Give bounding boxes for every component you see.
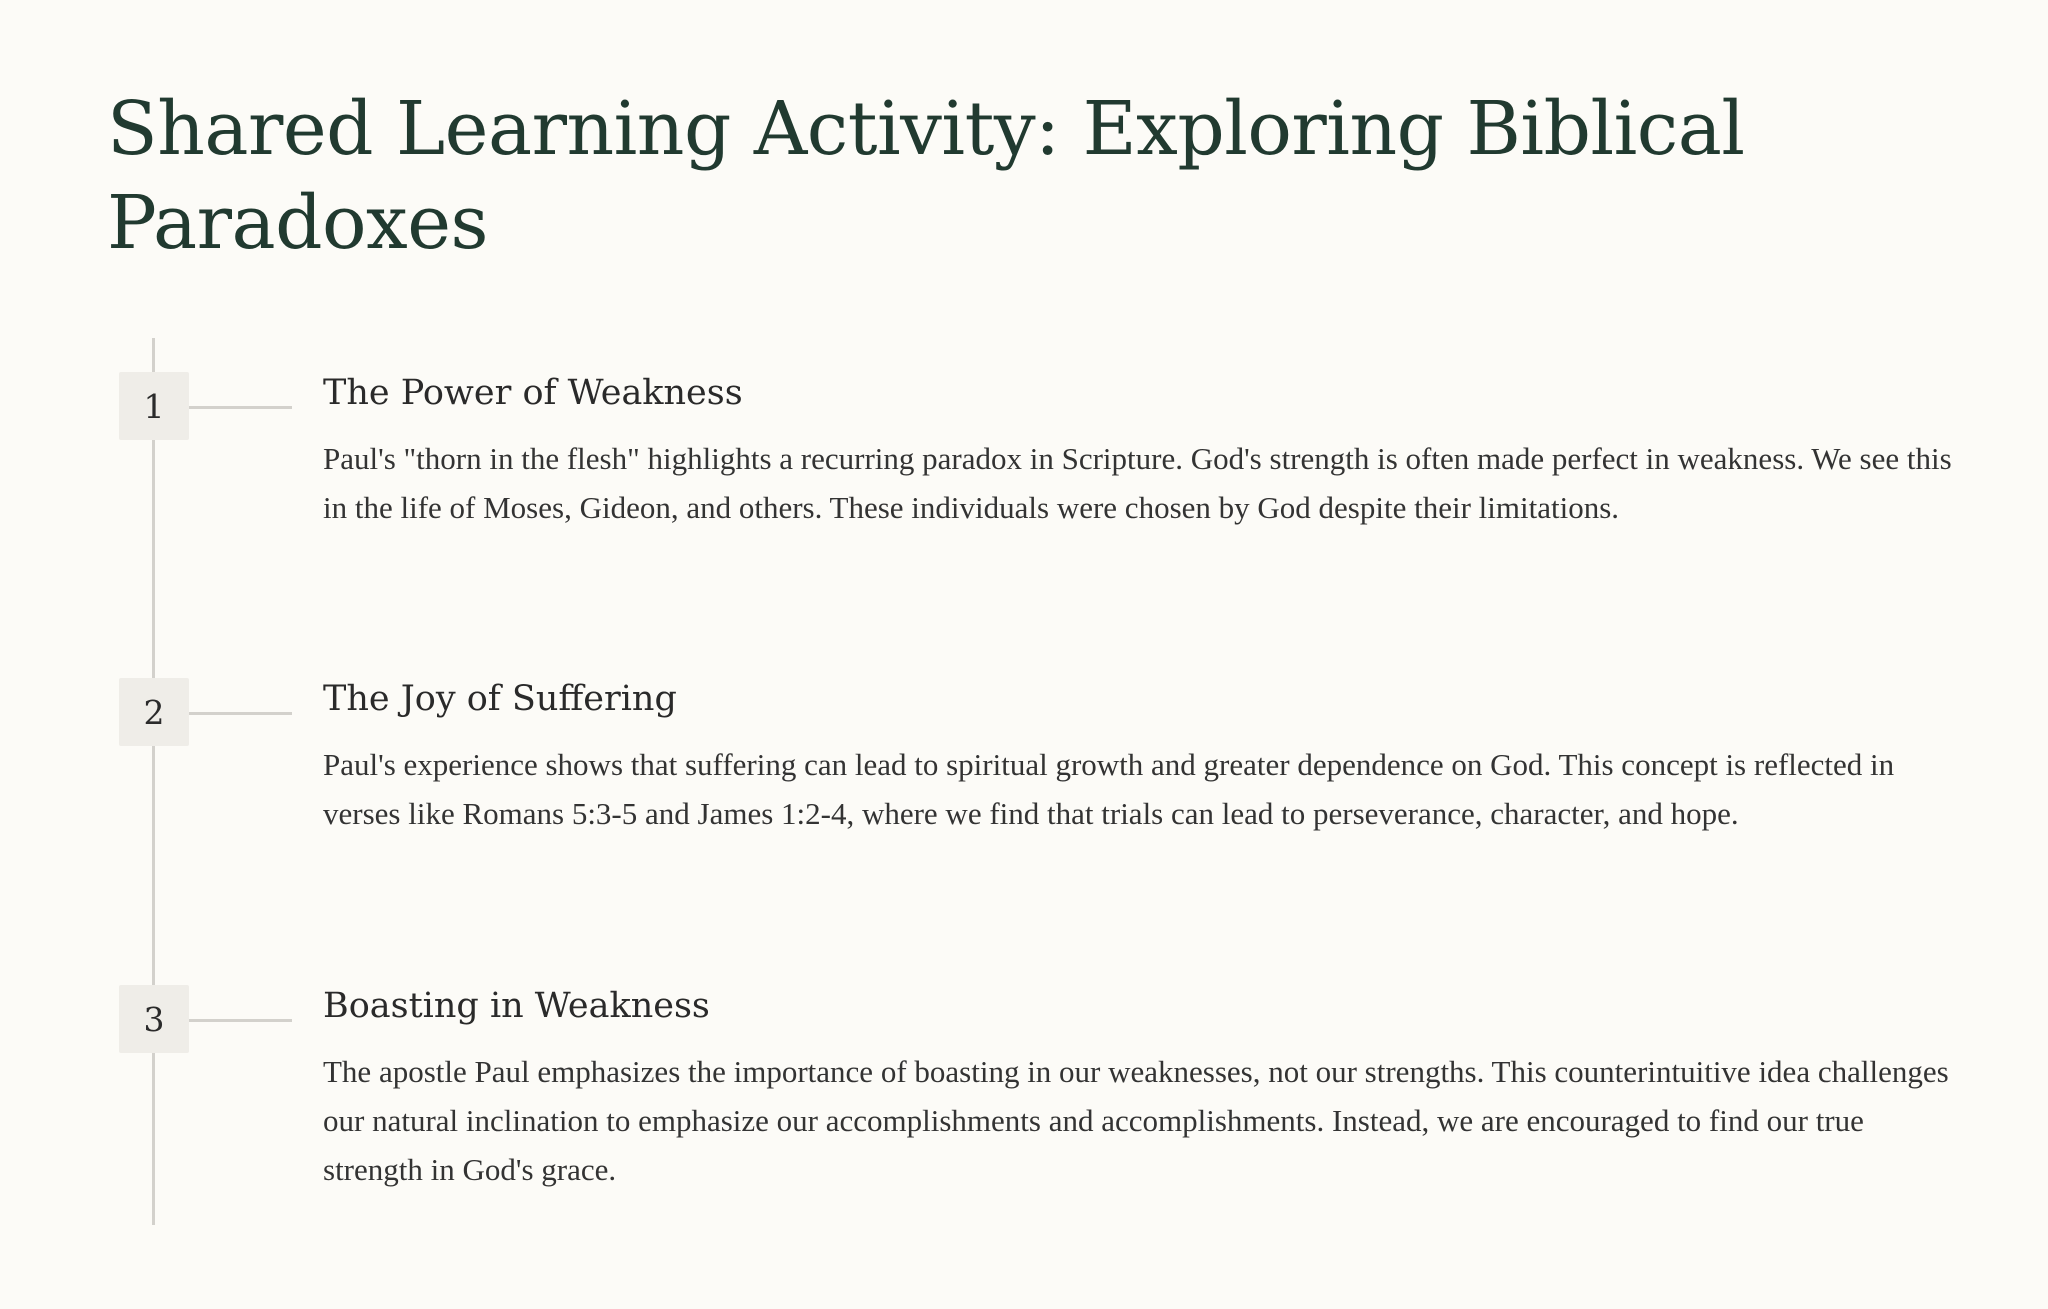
timeline-line — [152, 338, 155, 1225]
step-number-badge: 1 — [119, 372, 189, 440]
item-description: The apostle Paul emphasizes the importance of boasting in our weaknesses, not our strengths. This counterintuitive idea challenges our natural inclination to emphasize our accomplishments and accomplishments. Instead, we are encouraged to find our true strength in God's grace. — [323, 1054, 1949, 1187]
item-description: Paul's "thorn in the flesh" highlights a recurring paradox in Scripture. God's strength is often made perfect in weakness. We see this in the life of Moses, Gideon, and others. These individuals were chosen by God despite their limitations. — [323, 441, 1952, 525]
step-number-badge: 2 — [119, 678, 189, 746]
timeline-connector — [189, 712, 292, 715]
item-title: Boasting in Weakness — [323, 986, 710, 1026]
item-title: The Power of Weakness — [323, 373, 743, 413]
timeline-connector — [189, 406, 292, 409]
item-description: Paul's experience shows that suffering can lead to spiritual growth and greater dependence on God. This concept is reflected in verses like Romans 5:3-5 and James 1:2-4, where we find that trials can lead to perseverance, character, and hope. — [323, 747, 1895, 831]
page-title: Shared Learning Activity: Exploring Biblical Paradoxes — [107, 86, 1745, 266]
timeline-connector — [189, 1019, 292, 1022]
step-number-badge: 3 — [119, 985, 189, 1053]
item-title: The Joy of Suffering — [323, 679, 677, 719]
